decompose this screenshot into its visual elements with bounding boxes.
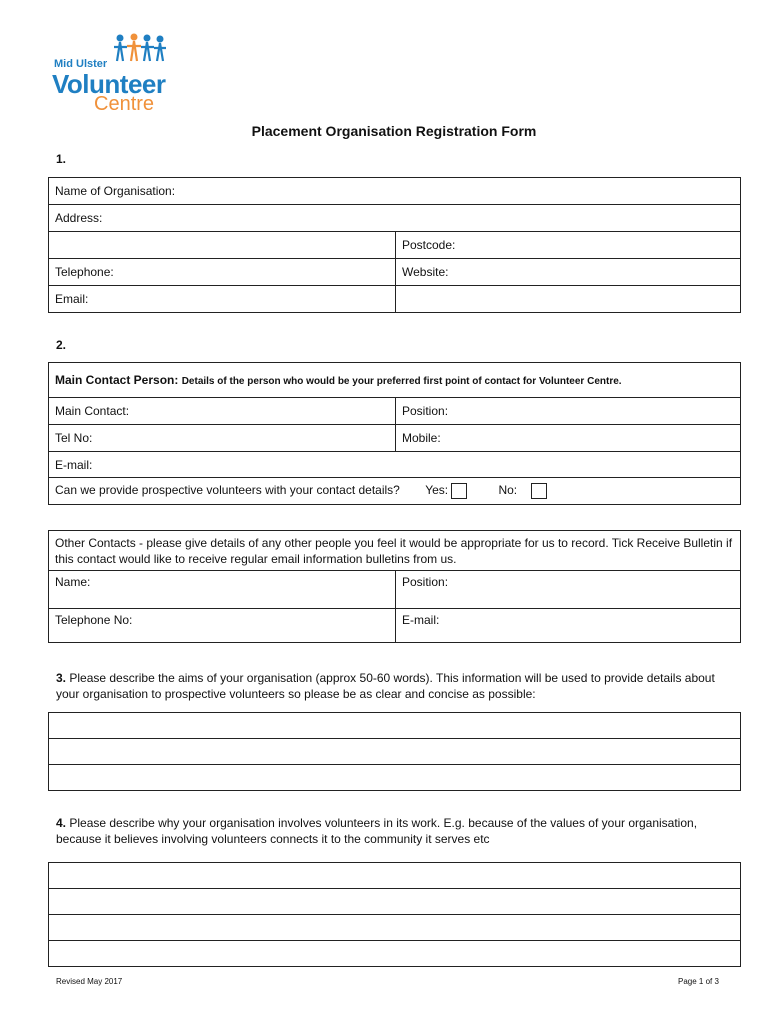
address-field[interactable]: Address:: [49, 205, 741, 232]
other-position-field[interactable]: Position:: [396, 571, 741, 609]
main-contact-heading-detail: Details of the person who would be your preferred first point of contact for Volunteer Centre.: [181, 376, 622, 387]
other-name-field[interactable]: Name:: [49, 571, 396, 609]
section1-table: [48, 177, 741, 313]
main-contact-heading: [49, 363, 741, 398]
page-number: Page 1 of 3: [678, 977, 719, 986]
logo-line3: Centre: [94, 93, 155, 115]
website-field[interactable]: Website:: [396, 259, 741, 286]
consent-row: [49, 478, 741, 505]
mobile-field[interactable]: Mobile:: [396, 425, 741, 452]
answer-line[interactable]: [49, 889, 741, 915]
main-contact-heading-label: Main Contact Person:: [55, 373, 179, 387]
section4-text: [56, 815, 726, 847]
answer-line[interactable]: [49, 713, 741, 739]
consent-question: Can we provide prospective volunteers with your contact details?: [55, 483, 400, 498]
form-title: Placement Organisation Registration Form: [251, 123, 537, 139]
section4-question: Please describe why your organisation involves volunteers in its work. E.g. because of the values of your organisation, because it believes involving volunteers connects it to the community it serves etc: [56, 816, 698, 846]
contact-email-field[interactable]: E-mail:: [49, 452, 741, 478]
yes-label: Yes:: [425, 483, 449, 498]
address-line-field[interactable]: [49, 232, 396, 259]
section4-answer-table: [48, 862, 741, 967]
yes-checkbox[interactable]: [451, 483, 467, 499]
section3-number: 3.: [56, 671, 67, 685]
telephone-field[interactable]: Telephone:: [49, 259, 396, 286]
section1-number: 1.: [56, 152, 67, 166]
section3-answer-table: [48, 712, 741, 791]
org-name-field[interactable]: Name of Organisation:: [49, 178, 741, 205]
position-field[interactable]: Position:: [396, 398, 741, 425]
people-icon: [110, 33, 168, 63]
answer-line[interactable]: [49, 915, 741, 941]
postcode-field[interactable]: Postcode:: [396, 232, 741, 259]
section4-number: 4.: [56, 816, 67, 830]
section2-number: 2.: [56, 338, 67, 352]
section3-text: [56, 670, 726, 702]
revised-date: Revised May 2017: [56, 977, 123, 986]
tel-field[interactable]: Tel No:: [49, 425, 396, 452]
answer-line[interactable]: [49, 941, 741, 967]
other-contacts-table: [48, 530, 741, 643]
no-label: No:: [498, 483, 518, 498]
no-checkbox[interactable]: [531, 483, 547, 499]
other-contacts-intro: Other Contacts - please give details of any other people you feel it would be appropriate for us to record. Tick Receive Bulletin if this contact would like to receive regular email information bulletins from us.: [49, 531, 741, 571]
empty-field[interactable]: [396, 286, 741, 313]
email-field[interactable]: Email:: [49, 286, 396, 313]
answer-line[interactable]: [49, 863, 741, 889]
logo-line1: Mid Ulster: [54, 58, 108, 70]
logo: [52, 33, 182, 115]
logo-line2: Volunteer: [52, 69, 166, 99]
section3-question: Please describe the aims of your organisation (approx 50-60 words). This information will be used to provide details about your organisation to prospective volunteers so please be as clear and concise as possible:: [56, 671, 715, 701]
other-telephone-field[interactable]: Telephone No:: [49, 609, 396, 643]
main-contact-field[interactable]: Main Contact:: [49, 398, 396, 425]
answer-line[interactable]: [49, 765, 741, 791]
answer-line[interactable]: [49, 739, 741, 765]
other-email-field[interactable]: E-mail:: [396, 609, 741, 643]
section2-table: [48, 362, 741, 505]
